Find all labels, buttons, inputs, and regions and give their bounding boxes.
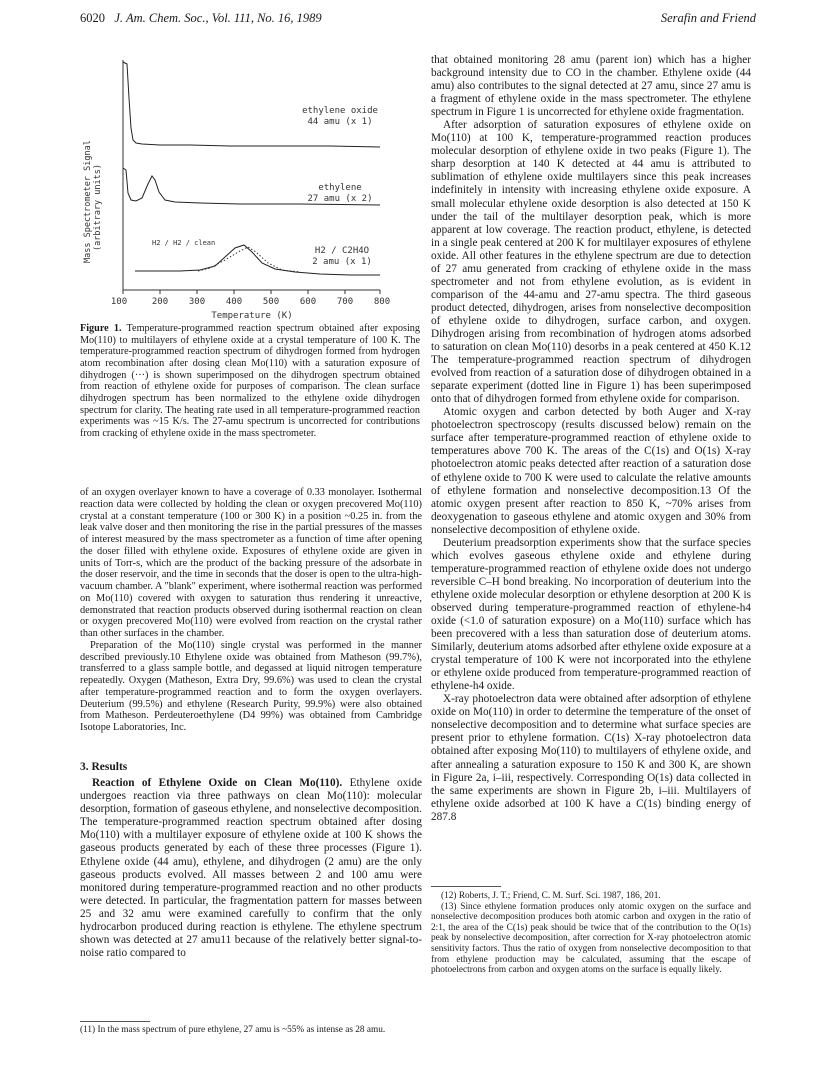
journal-citation: J. Am. Chem. Soc., Vol. 111, No. 16, 1989 [114,11,322,25]
footnotes-right [431,891,751,976]
paragraph: After adsorption of saturation exposures of ethylene oxide on Mo(110) at 100 K, temperature-programmed reaction produces molecular desorption of ethylene oxide in two peaks (Figure 1). The sharp desorption at 140 K detected at 44 amu is attributed to sublimation of ethylene oxide multilayers since this peak increases indefinitely in intensity with increasing ethylene oxide exposure. A small molecular ethylene oxide desorption is also detected at 150 K under the tail of the multilayer desorption peak, which is more apparent at low coverage. The reaction product, ethylene, is detected in a single peak centered at 200 K for multilayer exposures of ethylene oxide. All other features in the ethylene spectrum are due to detection of 27 amu generated from cracking of ethylene oxide in the mass spectrometer and not from ethylene evolution, as is evident in comparison of the 44-amu and 27-amu spectra. The third gaseous product detected, dihydrogen, arises from nonselective decomposition of ethylene oxide to dihydrogen, surface carbon, and oxygen. Dihydrogen arising from recombination of hydrogen atoms adsorbed to saturation on clean Mo(110) desorbs in a peak centered at 450 K.12 The temperature-programmed reaction spectrum of dihydrogen evolved from reaction of a saturation dose of dihydrogen obtained in a separate experiment (dotted line in Figure 1) has been superimposed onto that of dihydrogen formed from ethylene oxide for comparison. [431,119,751,406]
right-column-text [431,54,751,824]
trace-labels [302,106,378,267]
x-tick-200: 200 [151,297,169,307]
paragraph: of an oxygen overlayer known to have a coverage of 0.33 monolayer. Isothermal reaction data were collected by holding the clean or oxygen precovered Mo(110) crystal at a constant temperature (100 or 300 K) in a position ~0.25 in. from the leak valve doser and then monitoring the rise in the partial pressures of the masses of interest measured by the mass spectrometer as a function of time after opening the doser filled with ethylene oxide. Exposures of ethylene oxide are given in units of Torr-s, which are the product of the backing pressure of the adsorbate in the doser reservoir, and the time in seconds that the doser is open to the ultra-high-vacuum chamber. A "blank" experiment, where isothermal reaction was performed on Mo(110) covered with oxygen to saturation thus rendering it unreactive, demonstrated that reaction products observed during isothermal reaction on clean or oxygen precovered Mo(110) were evolved from reaction on the crystal rather than other surfaces in the chamber. [80,487,422,639]
footnote-12: (12) Roberts, J. T.; Friend, C. M. Surf. Sci. 1987, 186, 201. [441,891,661,901]
label-ethylene-mass: 27 amu (x 2) [307,194,373,204]
running-head [80,11,756,27]
paragraph: Deuterium preadsorption experiments show that the surface species which evolves gaseous ethylene oxide and ethylene during temperature-programmed reaction of ethylene oxide does not undergo reversible C–H bond breaking. No incorporation of deuterium into the ethylene oxide molecular desorption or ethylene desorption at 200 K is observed during temperature-programmed reaction of ethylene-h4 oxide (<1.0 of saturation exposure) on a Mo(110) surface which has been precovered with a less than saturation dose of deuterium atoms. Similarly, deuterium atoms adsorbed after ethylene oxide exposure at a crystal temperature of 100 K were not incorporated into the ethylene or ethylene oxide produced from temperature-programmed reaction of ethylene-h4 oxide. [431,536,751,693]
trace-ethylene-oxide-44amu [123,62,380,147]
label-ethylene: ethylene [318,183,362,193]
paragraph: X-ray photoelectron data were obtained after adsorption of ethylene oxide on Mo(110) in order to determine the temperature of the onset of nonselective decomposition and to determine what surface species are present prior to ethylene formation. C(1s) X-ray photoelectron data obtained after exposing Mo(110) to multilayers of ethylene oxide, and after annealing a saturation exposure to 150 K and 300 K, are shown in Figure 2a, i–iii, respectively. Corresponding O(1s) data collected in the same experiments are shown in Figure 2b, i–iii. Multilayers of ethylene oxide adsorbed at 100 K have a C(1s) binding energy of 287.8 [431,693,751,823]
label-clean-dihydrogen: H2 / H2 / clean [152,239,216,247]
x-tick-100: 100 [110,297,128,307]
caption-label: Figure 1. [80,323,122,334]
results-paragraph: Ethylene oxide undergoes reaction via three pathways on clean Mo(110): molecular desorption, formation of gaseous ethylene, and nonselective decomposition. The temperature-programmed reaction spectrum obtained after dosing Mo(110) with a multilayer exposure of ethylene oxide at 100 K shows the gaseous products generated by each of these three processes (Figure 1). Ethylene oxide (44 amu), ethylene, and dihydrogen (2 amu) are the only gaseous products evolved. All masses between 2 and 100 amu were monitored during temperature-programmed reaction and no other products were detected. In particular, the fragmentation pattern for masses between 25 and 32 amu were examined carefully to confirm that the only hydrocarbon produced during reaction is ethylene. The ethylene spectrum shown was detected at 27 amu11 because of the relatively better signal-to-noise ratio compared to [80,777,422,960]
paragraph: Preparation of the Mo(110) single crystal was performed in the manner described previously.10 Ethylene oxide was obtained from Matheson (99.7%), transferred to a glass sample bottle, and degassed at liquid nitrogen temperature repeatedly. Oxygen (Matheson, Extra Dry, 99.6%) was used to clean the crystal after temperature-programmed reaction and to form the oxygen overlayers. Deuterium (99.5%) and ethylene (Research Purity, 99.9%) were also obtained from Matheson. Perdeuteroethylene (D4 99%) was obtained from Cambridge Isotope Laboratories, Inc. [80,639,422,733]
x-tick-500: 500 [262,297,280,307]
x-axis-ticks [123,290,380,294]
running-head-left [80,11,322,26]
y-axis-label [83,140,103,263]
x-tick-700: 700 [336,297,354,307]
footnote-11: (11) In the mass spectrum of pure ethylene, 27 amu is ~55% as intense as 28 amu. [80,1025,386,1035]
x-tick-600: 600 [299,297,317,307]
trace-clean-dihydrogen-dotted [198,247,300,272]
figure-caption [80,323,420,440]
experimental-text [80,487,422,734]
caption-text: Temperature-programmed reaction spectrum obtained after exposing Mo(110) to multilayers of ethylene oxide at a crystal temperature of 100 K. The temperature-programmed reaction spectrum of dihydrogen formed from hydrogen atom recombination after dosing clean Mo(110) with a saturation exposure of dihydrogen (···) is shown superimposed on the dihydrogen spectrum obtained from reaction of ethylene oxide for purposes of comparison. The clean surface dihydrogen spectrum has been normalized to the ethylene oxide dihydrogen spectrum for clarity. The heating rate used in all temperature-programmed reaction experiments was ~15 K/s. The 27-amu spectrum is uncorrected for contributions from cracking of ethylene oxide in the mass spectrometer. [80,323,420,439]
figure-1 [80,58,422,320]
y-axis-label-line2: (arbitrary units) [93,164,103,251]
label-dihydrogen-mass: 2 amu (x 1) [312,257,372,267]
x-axis-label: Temperature (K) [211,311,293,320]
paragraph: that obtained monitoring 28 amu (parent ion) which has a higher background intensity due to CO in the chamber. Ethylene oxide (44 amu) also contributes to the signal detected at 27 amu, since 27 amu is a fragment of ethylene oxide in the mass spectrometer. The ethylene spectrum in Figure 1 is uncorrected for ethylene oxide fragmentation. [431,54,751,119]
tpr-spectrum-plot [80,58,422,320]
footnote-rule [431,886,501,887]
label-ethylene-oxide-mass: 44 amu (x 1) [307,117,373,127]
x-tick-labels [111,297,390,307]
footnote-13: (13) Since ethylene formation produces only atomic oxygen on the surface and nonselective decomposition produces both atomic carbon and oxygen in the ratio of 2:1, the area of the C(1s) peak should be twice that of the contribution to the O(1s) peak by nonselective decomposition, after correction for X-ray photoelectron atomic sensitivity factors. Thus the ratio of oxygen from nonselective decomposition to that from ethylene production may be calculated, assuming that the escape of photoelectrons from carbon and oxygen atoms on the surface is equally likely. [431,901,751,976]
section-heading-results: 3. Results [80,761,128,773]
y-axis-label-line1: Mass Spectrometer Signal [83,140,93,263]
paragraph: Atomic oxygen and carbon detected by both Auger and X-ray photoelectron spectroscopy (results discussed below) remain on the surface after temperature-programmed reaction of ethylene oxide to temperatures above 700 K. The areas of the C(1s) and O(1s) X-ray photoelectron atomic peaks detected after reaction of a saturation dose of ethylene oxide to 700 K were used to calculate the relative amounts of ethylene formation and nonselective decomposition.13 Of the atomic oxygen present after reaction to 850 K, ~70% arises from deoxygenation to gaseous ethylene and atomic oxygen and 30% from nonselective decomposition of ethylene oxide. [431,406,751,536]
x-tick-300: 300 [188,297,206,307]
results-text [80,777,422,960]
running-head-authors: Serafin and Friend [660,11,756,25]
footnote-rule [80,1021,150,1022]
page-number: 6020 [80,11,105,25]
results-subheading: Reaction of Ethylene Oxide on Clean Mo(110). [92,777,343,789]
label-dihydrogen: H2 / C2H4O [314,246,370,256]
x-tick-800: 800 [373,297,391,307]
label-ethylene-oxide: ethylene oxide [302,106,378,116]
x-tick-400: 400 [225,297,243,307]
